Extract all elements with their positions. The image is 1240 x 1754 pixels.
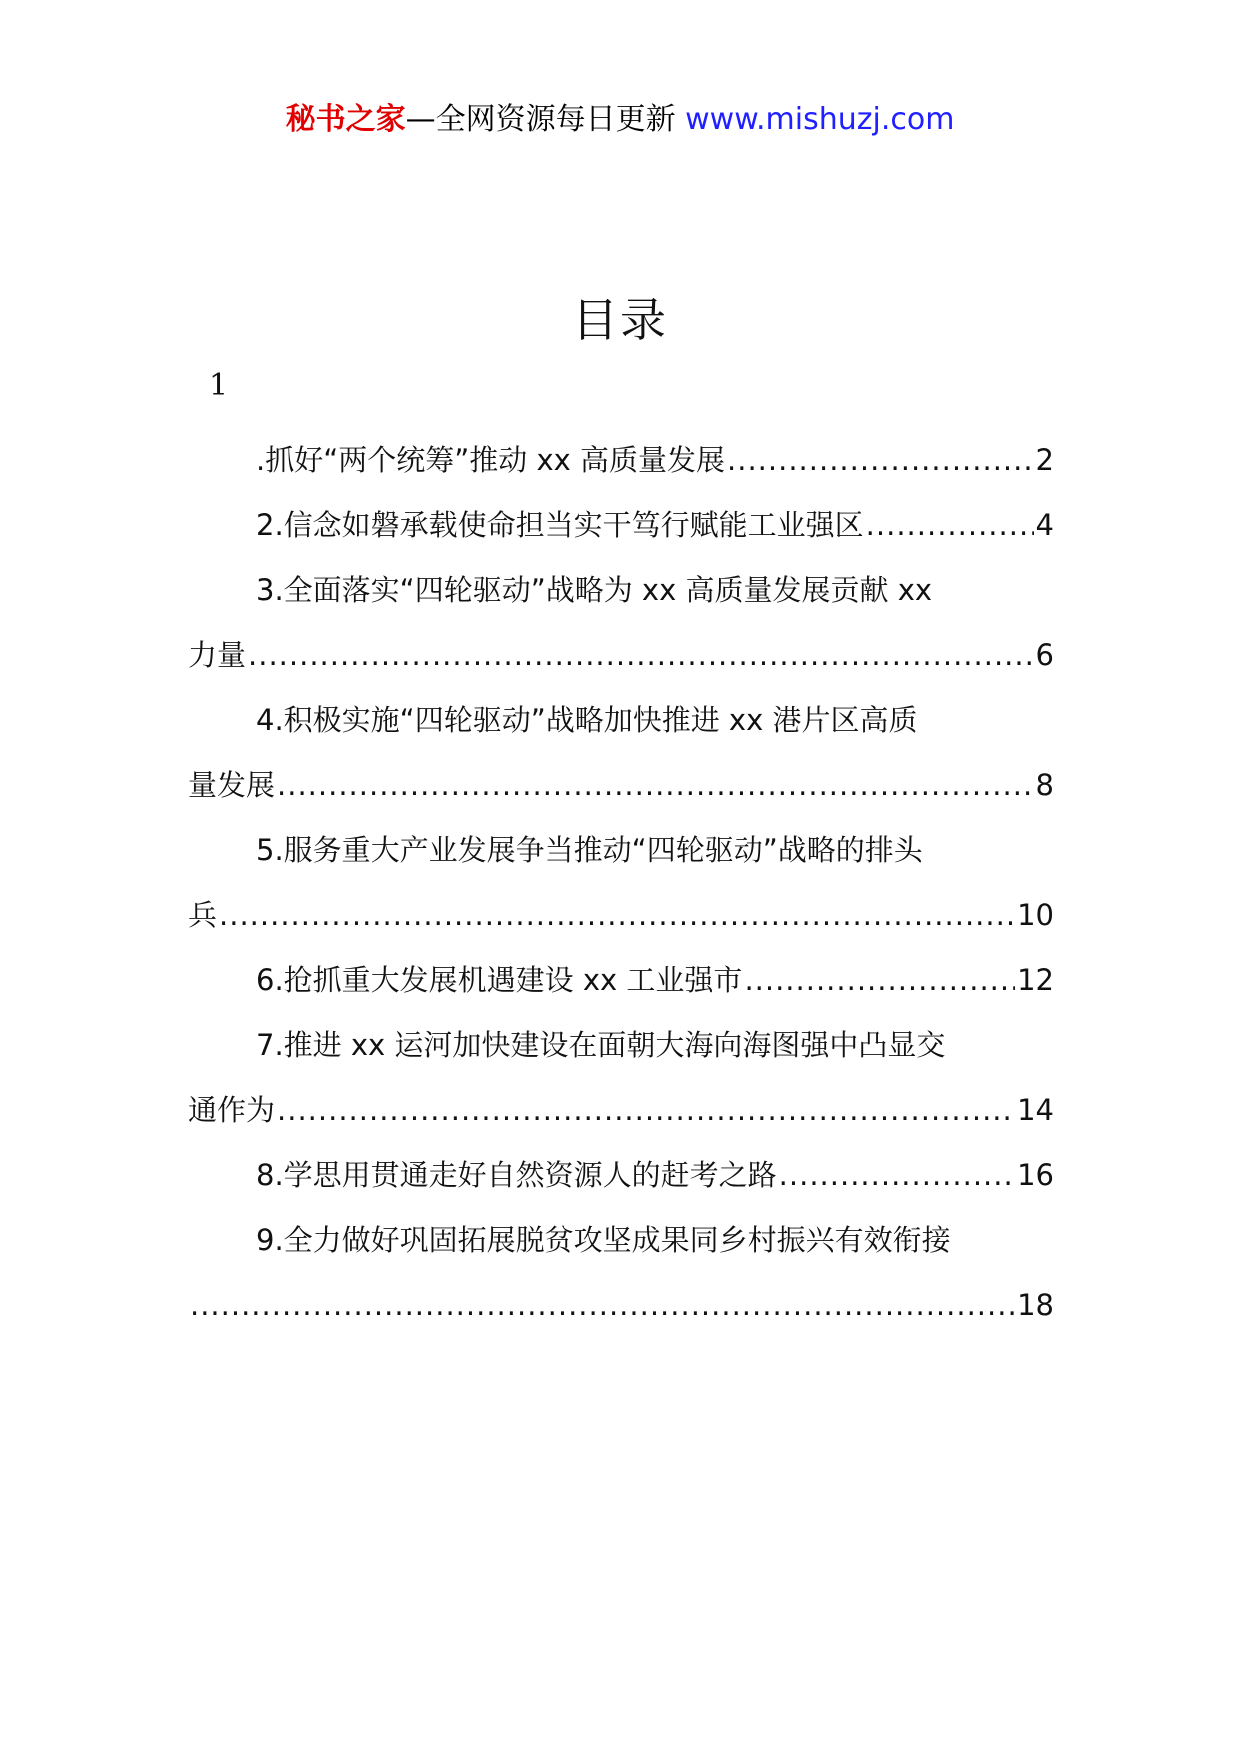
page-header [0, 100, 1240, 140]
toc-page-number: 16 [1017, 1158, 1054, 1192]
toc-page-number: 6 [1035, 638, 1054, 672]
toc-entry[interactable] [188, 558, 1054, 688]
toc-page-number: 18 [1017, 1288, 1054, 1322]
toc-dot-leader [779, 1143, 1015, 1208]
toc-entry-title-continued: 兵 [188, 898, 218, 932]
toc-entry-title-continued: 力量 [188, 638, 247, 672]
toc-dot-leader [190, 1273, 1015, 1338]
section-number: 1 [209, 368, 229, 403]
toc-dot-leader [744, 948, 1015, 1013]
toc-dot-leader [277, 1078, 1015, 1143]
toc-page-number: 12 [1017, 963, 1054, 997]
toc-entry-title: 9.全力做好巩固拓展脱贫攻坚成果同乡村振兴有效衔接 [256, 1223, 951, 1257]
toc-entry-title: 8.学思用贯通走好自然资源人的赶考之路 [256, 1158, 777, 1192]
toc-entry[interactable] [188, 818, 1054, 948]
toc-dot-leader [866, 493, 1034, 558]
toc-entry-title: 4.积极实施“四轮驱动”战略加快推进 xx 港片区高质 [256, 703, 918, 737]
toc-entry-title: 3.全面落实“四轮驱动”战略为 xx 高质量发展贡献 xx [256, 573, 933, 607]
toc-page-number: 14 [1017, 1093, 1054, 1127]
toc-entry-title-continued: 量发展 [188, 768, 276, 802]
toc-entry[interactable] [188, 493, 1054, 558]
toc-entry[interactable] [188, 688, 1054, 818]
toc-dot-leader [248, 623, 1034, 688]
header-url-link[interactable]: www.mishuzj.com [685, 102, 955, 137]
toc-entry[interactable] [188, 1143, 1054, 1208]
toc-entry-title: 6.抢抓重大发展机遇建设 xx 工业强市 [256, 963, 743, 997]
table-of-contents [188, 428, 1054, 1338]
toc-page-number: 2 [1035, 443, 1054, 477]
page-title: 目录 [572, 293, 668, 347]
toc-entry-title: .抓好“两个统筹”推动 xx 高质量发展 [256, 443, 726, 477]
toc-entry[interactable] [188, 428, 1054, 493]
toc-dot-leader [219, 883, 1015, 948]
toc-page-number: 8 [1035, 768, 1054, 802]
toc-dot-leader [277, 753, 1034, 818]
toc-entry[interactable] [188, 948, 1054, 1013]
toc-dot-leader [727, 428, 1034, 493]
brand-name: 秘书之家 [285, 102, 406, 137]
toc-entry-title-continued: 通作为 [188, 1093, 276, 1127]
toc-entry[interactable] [188, 1208, 1054, 1338]
toc-page-number: 10 [1017, 898, 1054, 932]
toc-page-number: 4 [1035, 508, 1054, 542]
toc-entry-title: 7.推进 xx 运河加快建设在面朝大海向海图强中凸显交 [256, 1028, 946, 1062]
toc-entry-title: 5.服务重大产业发展争当推动“四轮驱动”战略的排头 [256, 833, 923, 867]
toc-entry[interactable] [188, 1013, 1054, 1143]
toc-entry-title: 2.信念如磐承载使命担当实干笃行赋能工业强区 [256, 508, 864, 542]
header-slogan: —全网资源每日更新 [405, 102, 676, 137]
